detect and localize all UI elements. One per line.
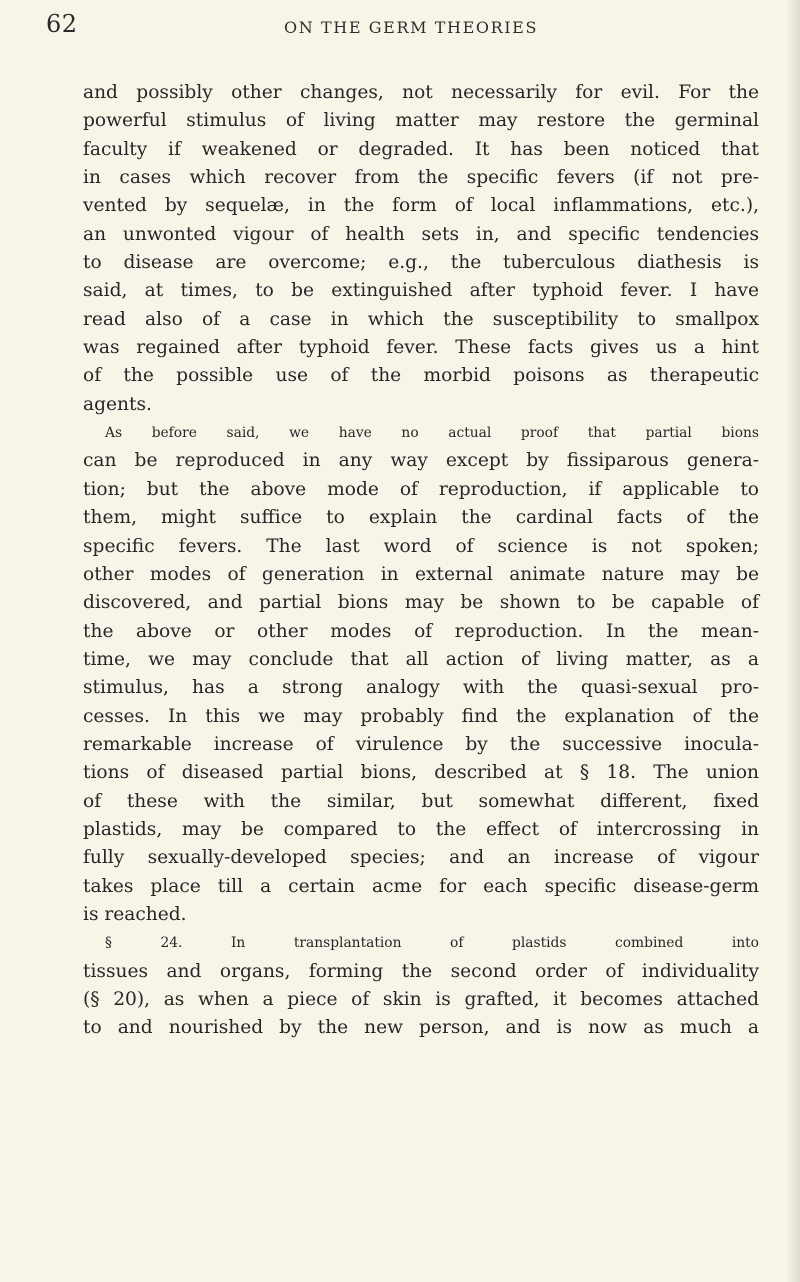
body-text bbox=[83, 79, 759, 1043]
text-line: to disease are overcome; e.g., the tuberculous diathesis is bbox=[83, 252, 759, 274]
text-line: tissues and organs, forming the second order of individuality bbox=[83, 960, 759, 982]
text-line: was regained after typhoid fever. These facts gives us a hint bbox=[83, 337, 759, 359]
text-line: in cases which recover from the specific fevers (if not pre- bbox=[83, 167, 759, 189]
text-line: other modes of generation in external animate nature may be bbox=[83, 563, 759, 585]
text-line: powerful stimulus of living matter may restore the germinal bbox=[83, 110, 759, 132]
text-line: and possibly other changes, not necessarily for evil. For the bbox=[83, 82, 759, 103]
text-line: said, at times, to be extinguished after typhoid fever. I have bbox=[83, 280, 759, 302]
running-title: ON THE GERM THEORIES bbox=[284, 18, 538, 37]
page-edge-shadow bbox=[786, 0, 800, 1282]
text-line: read also of a case in which the susceptibility to smallpox bbox=[83, 308, 759, 330]
text-line: of the possible use of the morbid poisons as therapeutic bbox=[83, 365, 759, 387]
text-line: time, we may conclude that all action of living matter, as a bbox=[83, 648, 759, 670]
text-line: stimulus, has a strong analogy with the quasi-sexual pro- bbox=[83, 677, 759, 699]
text-line: the above or other modes of reproduction. In the mean- bbox=[83, 620, 759, 642]
text-line: tion; but the above mode of reproduction, if applicable to bbox=[83, 478, 759, 500]
text-line: faculty if weakened or degraded. It has been noticed that bbox=[83, 138, 759, 160]
text-line: vented by sequelæ, in the form of local inflammations, etc.), bbox=[83, 195, 759, 217]
text-line: an unwonted vigour of health sets in, and specific tendencies bbox=[83, 223, 759, 245]
page-number: 62 bbox=[46, 10, 78, 38]
text-line: § 24. In transplantation of plastids combined into bbox=[105, 935, 759, 952]
text-line: remarkable increase of virulence by the successive inocula- bbox=[83, 733, 759, 755]
text-line: takes place till a certain acme for each specific disease-germ bbox=[83, 875, 759, 897]
text-line: them, might suffice to explain the cardinal facts of the bbox=[83, 507, 759, 529]
text-line: specific fevers. The last word of science is not spoken; bbox=[83, 535, 759, 557]
text-line: As before said, we have no actual proof that partial bions bbox=[105, 425, 759, 442]
text-line: tions of diseased partial bions, described at § 18. The union bbox=[83, 762, 759, 784]
text-line: (§ 20), as when a piece of skin is grafted, it becomes attached bbox=[83, 989, 759, 1010]
text-line: can be reproduced in any way except by fissiparous genera- bbox=[83, 450, 759, 472]
text-line: is reached. bbox=[83, 903, 187, 925]
text-line: fully sexually-developed species; and an increase of vigour bbox=[83, 847, 759, 869]
text-line: discovered, and partial bions may be shown to be capable of bbox=[83, 592, 759, 614]
text-line: of these with the similar, but somewhat different, fixed bbox=[83, 790, 759, 812]
text-line: cesses. In this we may probably find the explanation of the bbox=[83, 705, 759, 727]
text-line: to and nourished by the new person, and is now as much a bbox=[83, 1017, 759, 1039]
text-line: plastids, may be compared to the effect of intercrossing in bbox=[83, 818, 759, 840]
text-line: agents. bbox=[83, 393, 152, 415]
